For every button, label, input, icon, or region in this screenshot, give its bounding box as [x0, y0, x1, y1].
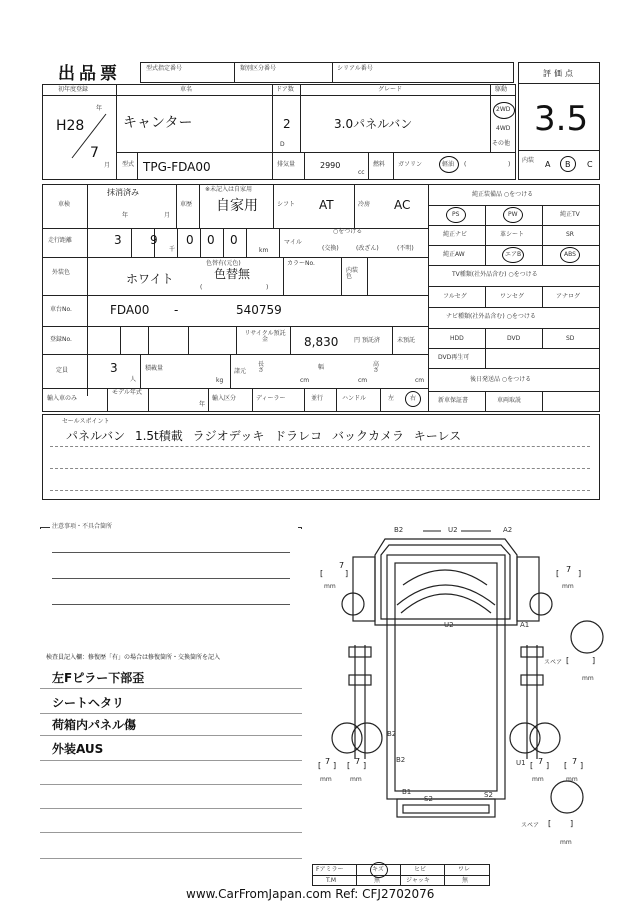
- recycle-unpaid: 未預託: [397, 337, 416, 344]
- drive-other: その他: [492, 140, 511, 147]
- width-label: 幅: [318, 364, 325, 371]
- tire-bracket-fl: [: [320, 569, 324, 578]
- recycle-unit: 円: [354, 337, 361, 344]
- tv-analog: アナログ: [556, 293, 581, 300]
- usage-label: 車歴: [180, 201, 193, 208]
- interior-b: B: [565, 160, 571, 169]
- label-u1: U1: [516, 759, 526, 767]
- tire-bracket-fr: [: [556, 569, 560, 578]
- equipment-title: 純正装備品 ○をつける: [472, 191, 534, 198]
- fuel-diesel: 軽油: [442, 161, 455, 168]
- model-year-label: モデル年式: [112, 389, 142, 396]
- tire-unit-rr2: mm: [566, 776, 578, 783]
- tv-fullseg: フルセグ: [443, 293, 467, 300]
- fuel-paren-open: (: [464, 161, 467, 168]
- parallel-label: 並行: [311, 395, 324, 402]
- insp-month-unit: 月: [164, 212, 171, 219]
- tire-depth-rr1: 7: [538, 757, 544, 766]
- first-reg-label: 初年度登録: [58, 86, 89, 93]
- model-label: 型式: [122, 161, 135, 168]
- recycle-value: 8,830: [304, 335, 339, 349]
- color-paren-close: ): [266, 284, 269, 291]
- tire-bracket-rl2: [: [347, 761, 351, 770]
- tire-bracket-fr-close: ]: [578, 569, 582, 578]
- equip-pw-circle: [503, 207, 523, 223]
- equip-ps-circle: [446, 207, 466, 223]
- label-b2-side: B2: [387, 730, 397, 738]
- interior-a: A: [545, 160, 551, 169]
- tire-depth-rr2: 7: [572, 757, 578, 766]
- mile-opt-1: (交換): [322, 245, 339, 252]
- inspection-label: 車検: [58, 201, 71, 208]
- truck-diagram: [305, 515, 605, 855]
- mileage-digit-5: 0: [230, 233, 238, 247]
- legend-r3: ジャッキ: [406, 877, 430, 884]
- tire-bracket-rr1-close: ]: [546, 761, 550, 770]
- load-label: 積載量: [145, 365, 164, 372]
- serial-label: シリアル番号: [337, 65, 373, 72]
- label-b1: B1: [402, 788, 412, 796]
- legend-r4: 無: [462, 877, 469, 884]
- caution-label: 注意事項・不具合箇所: [52, 523, 113, 530]
- capacity-value: 3: [110, 361, 118, 375]
- class-code-label: 類別区分番号: [240, 65, 277, 72]
- car-name-label: 車名: [180, 86, 193, 93]
- tire-unit-rl1: mm: [320, 776, 332, 783]
- label-u2-mid: U2: [444, 621, 454, 629]
- usage-value: 自家用: [216, 198, 258, 214]
- label-s2-right: S2: [484, 791, 493, 799]
- first-reg-year: H28: [56, 118, 85, 134]
- tire-depth-rl2: 7: [355, 757, 361, 766]
- cc-label: 排気量: [277, 161, 296, 168]
- note-4: 外装AUS: [52, 742, 104, 756]
- score-value: 3.5: [534, 99, 589, 139]
- legend-h4: ワレ: [458, 866, 471, 873]
- score-label: 評価点: [543, 69, 576, 78]
- legend-h1: Fアミラー: [316, 866, 344, 873]
- mileage-digit-4: 0: [207, 233, 215, 247]
- doors-label: ドア数: [276, 86, 294, 93]
- tire-unit-fr: mm: [562, 583, 574, 590]
- equip-ps: PS: [452, 211, 460, 218]
- tire-depth-fr: 7: [566, 565, 572, 574]
- equip-leather: 革シート: [500, 231, 525, 238]
- tire-bracket-rr1: [: [530, 761, 534, 770]
- nav-hdd: HDD: [450, 335, 464, 342]
- tire-depth-fl: 7: [339, 561, 345, 570]
- tire-unit-rl2: mm: [350, 776, 362, 783]
- color-no-label: カラーNo.: [287, 260, 315, 267]
- equip-aw: 純正AW: [443, 251, 465, 258]
- equip-nav: 純正ナビ: [443, 231, 468, 238]
- legend-r2: 無: [374, 877, 381, 884]
- legend-r1: T.M: [326, 877, 337, 884]
- equip-abs-circle: [560, 247, 580, 263]
- footer-line: [186, 888, 434, 900]
- drive-4wd: 4WD: [496, 125, 511, 132]
- spare-label-2: スペア: [521, 822, 540, 829]
- sales-point-text: パネルバン 1.5t積載 ラジオデッキ ドラレコ バックカメラ キーレス: [66, 429, 462, 443]
- color-change-label: 色替有(元色): [206, 260, 241, 267]
- dealer-label: ディーラー: [256, 395, 286, 402]
- model-value: TPG-FDA00: [143, 160, 211, 174]
- tv-title: TV種類(社外品含む) ○をつける: [452, 271, 538, 278]
- interior-label: 内装: [522, 157, 535, 164]
- inspector-label: 検査員記入欄：修復歴「有」の場合は修復箇所・交換箇所を記入: [46, 654, 221, 661]
- color-paren-open: (: [200, 284, 203, 291]
- form-title: 出品票: [58, 64, 121, 84]
- inspection-value: 抹消済み: [107, 188, 139, 197]
- tire-bracket-rl2-close: ]: [363, 761, 367, 770]
- interior-c: C: [587, 160, 593, 169]
- footer-ref: Ref: CFJ2702076: [335, 887, 435, 901]
- height-unit: cm: [415, 377, 425, 384]
- usage-note: ※未記入は自家用: [205, 186, 253, 193]
- handle-label: ハンドル: [342, 395, 367, 402]
- color-change-value: 色替無: [214, 267, 251, 281]
- equip-sr: SR: [566, 231, 574, 238]
- import-label: 輸入車のみ: [47, 395, 78, 402]
- spare-open-1: [: [566, 656, 570, 665]
- equip-airbag-circle: [502, 247, 524, 263]
- code-row: [140, 62, 514, 83]
- cc-unit: cc: [358, 169, 365, 176]
- equip-pw: PW: [508, 211, 518, 218]
- tire-unit-rr1: mm: [532, 776, 544, 783]
- height-label: 高さ: [373, 361, 380, 374]
- date-slash: [66, 110, 112, 162]
- capacity-unit: 人: [130, 376, 137, 383]
- sales-point-label: セールスポイント: [62, 418, 110, 425]
- insp-year-unit: 年: [122, 212, 129, 219]
- nav-dvd-play: DVD再生可: [438, 354, 470, 361]
- tire-unit-fl: mm: [324, 583, 336, 590]
- width-unit: cm: [358, 377, 368, 384]
- length-unit: cm: [300, 377, 310, 384]
- import-type-label: 輸入区分: [212, 395, 237, 402]
- ac-label: 冷房: [358, 201, 371, 208]
- equip-tv: 純正TV: [560, 211, 580, 218]
- label-b2-top: B2: [394, 526, 404, 534]
- handle-right: 右: [410, 395, 417, 402]
- label-b2-lower: B2: [396, 756, 406, 764]
- spare-close-1: ]: [592, 656, 596, 665]
- legend-h2: キズ: [372, 866, 384, 873]
- handle-left: 左: [388, 395, 395, 402]
- note-1: 左Fピラー下部歪: [52, 671, 145, 685]
- footer-site[interactable]: www.CarFromJapan.com: [186, 887, 332, 901]
- dims-label: 諸元: [234, 368, 247, 375]
- after-title: 後日発送品 ○をつける: [470, 376, 532, 383]
- tire-bracket-rr2: [: [564, 761, 568, 770]
- color-value: ホワイト: [126, 272, 174, 286]
- car-name: キャンター: [123, 115, 193, 131]
- grade-value: 3.0パネルバン: [334, 117, 413, 131]
- legend-circle: [370, 862, 388, 878]
- chassis-number: 540759: [236, 303, 282, 317]
- mile-opt-2: (改ざん): [356, 245, 379, 252]
- after-warranty: 新車保証書: [438, 397, 469, 404]
- mile-opt-3: (不明): [397, 245, 414, 252]
- first-reg-month: 7: [90, 145, 99, 161]
- fuel-paren-close: ): [508, 161, 511, 168]
- legend-h3: ヒビ: [414, 866, 427, 873]
- drive-label: 駆動: [495, 86, 508, 93]
- tire-bracket-rr2-close: ]: [580, 761, 584, 770]
- regno-label: 登録No.: [50, 336, 72, 343]
- mile-label: マイル: [284, 239, 302, 246]
- sales-point-box: [42, 414, 600, 500]
- label-a2-top: A2: [503, 526, 513, 534]
- nav-dvd: DVD: [507, 335, 521, 342]
- shift-value: AT: [319, 198, 334, 212]
- recycle-paid: 預託済: [362, 337, 381, 344]
- mile-mark-note: ○をつける: [333, 228, 363, 235]
- label-a1: A1: [520, 621, 530, 629]
- fuel-gasoline: ガソリン: [398, 161, 423, 168]
- note-2: シートヘタリ: [52, 696, 125, 710]
- spare-open-2: [: [548, 819, 552, 828]
- equip-airbag: エアB: [505, 251, 522, 258]
- interior-b-circle: [560, 156, 576, 172]
- model-year-unit: 年: [199, 401, 206, 408]
- tire-depth-rl1: 7: [325, 757, 331, 766]
- door-suffix: D: [280, 141, 285, 148]
- label-u2-top: U2: [448, 526, 458, 534]
- nav-sd: SD: [566, 335, 575, 342]
- length-label: 長さ: [258, 361, 265, 374]
- mileage-digit-1: 3: [114, 233, 122, 247]
- mileage-digit-3: 0: [186, 233, 194, 247]
- mileage-label: 走行距離: [48, 237, 73, 244]
- type-code-label: 型式指定番号: [146, 65, 183, 72]
- equip-abs: ABS: [564, 251, 576, 258]
- spare-label-1: スペア: [544, 659, 563, 666]
- shift-label: シフト: [277, 201, 296, 208]
- note-3: 荷箱内パネル傷: [52, 718, 137, 732]
- year-unit: 年: [96, 105, 103, 112]
- caution-box: [40, 527, 302, 631]
- mileage-sep: 千: [169, 246, 176, 253]
- month-unit: 月: [104, 162, 111, 169]
- color-label: 外装色: [52, 269, 71, 276]
- drive-2wd: 2WD: [496, 106, 511, 113]
- interior-color-label: 内装色: [346, 267, 359, 280]
- tire-bracket-rl1-close: ]: [333, 761, 337, 770]
- spare-unit-2: mm: [560, 839, 572, 846]
- chassis-label: 車台No.: [50, 306, 72, 313]
- nav-title: ナビ種類(社外品含む) ○をつける: [446, 313, 536, 320]
- mileage-digit-2: 9: [150, 233, 158, 247]
- chassis-dash: -: [174, 303, 179, 317]
- grade-label: グレード: [378, 86, 403, 93]
- load-unit: kg: [216, 377, 224, 384]
- tire-bracket-fl-close: ]: [345, 569, 349, 578]
- tire-bracket-rl1: [: [318, 761, 322, 770]
- label-s2-left: S2: [424, 795, 433, 803]
- ac-value: AC: [394, 198, 411, 212]
- fuel-label: 燃料: [373, 161, 386, 168]
- doors-value: 2: [283, 117, 291, 131]
- spare-unit-1: mm: [582, 675, 594, 682]
- cc-value: 2990: [320, 161, 341, 170]
- spare-close-2: ]: [570, 819, 574, 828]
- capacity-label: 定員: [56, 367, 69, 374]
- recycle-label: リサイクル預託金: [244, 330, 286, 343]
- mileage-unit: km: [259, 247, 269, 254]
- tv-oneseg: ワンセグ: [500, 293, 525, 300]
- chassis-model: FDA00: [110, 303, 150, 317]
- after-manual: 車両取説: [497, 397, 522, 404]
